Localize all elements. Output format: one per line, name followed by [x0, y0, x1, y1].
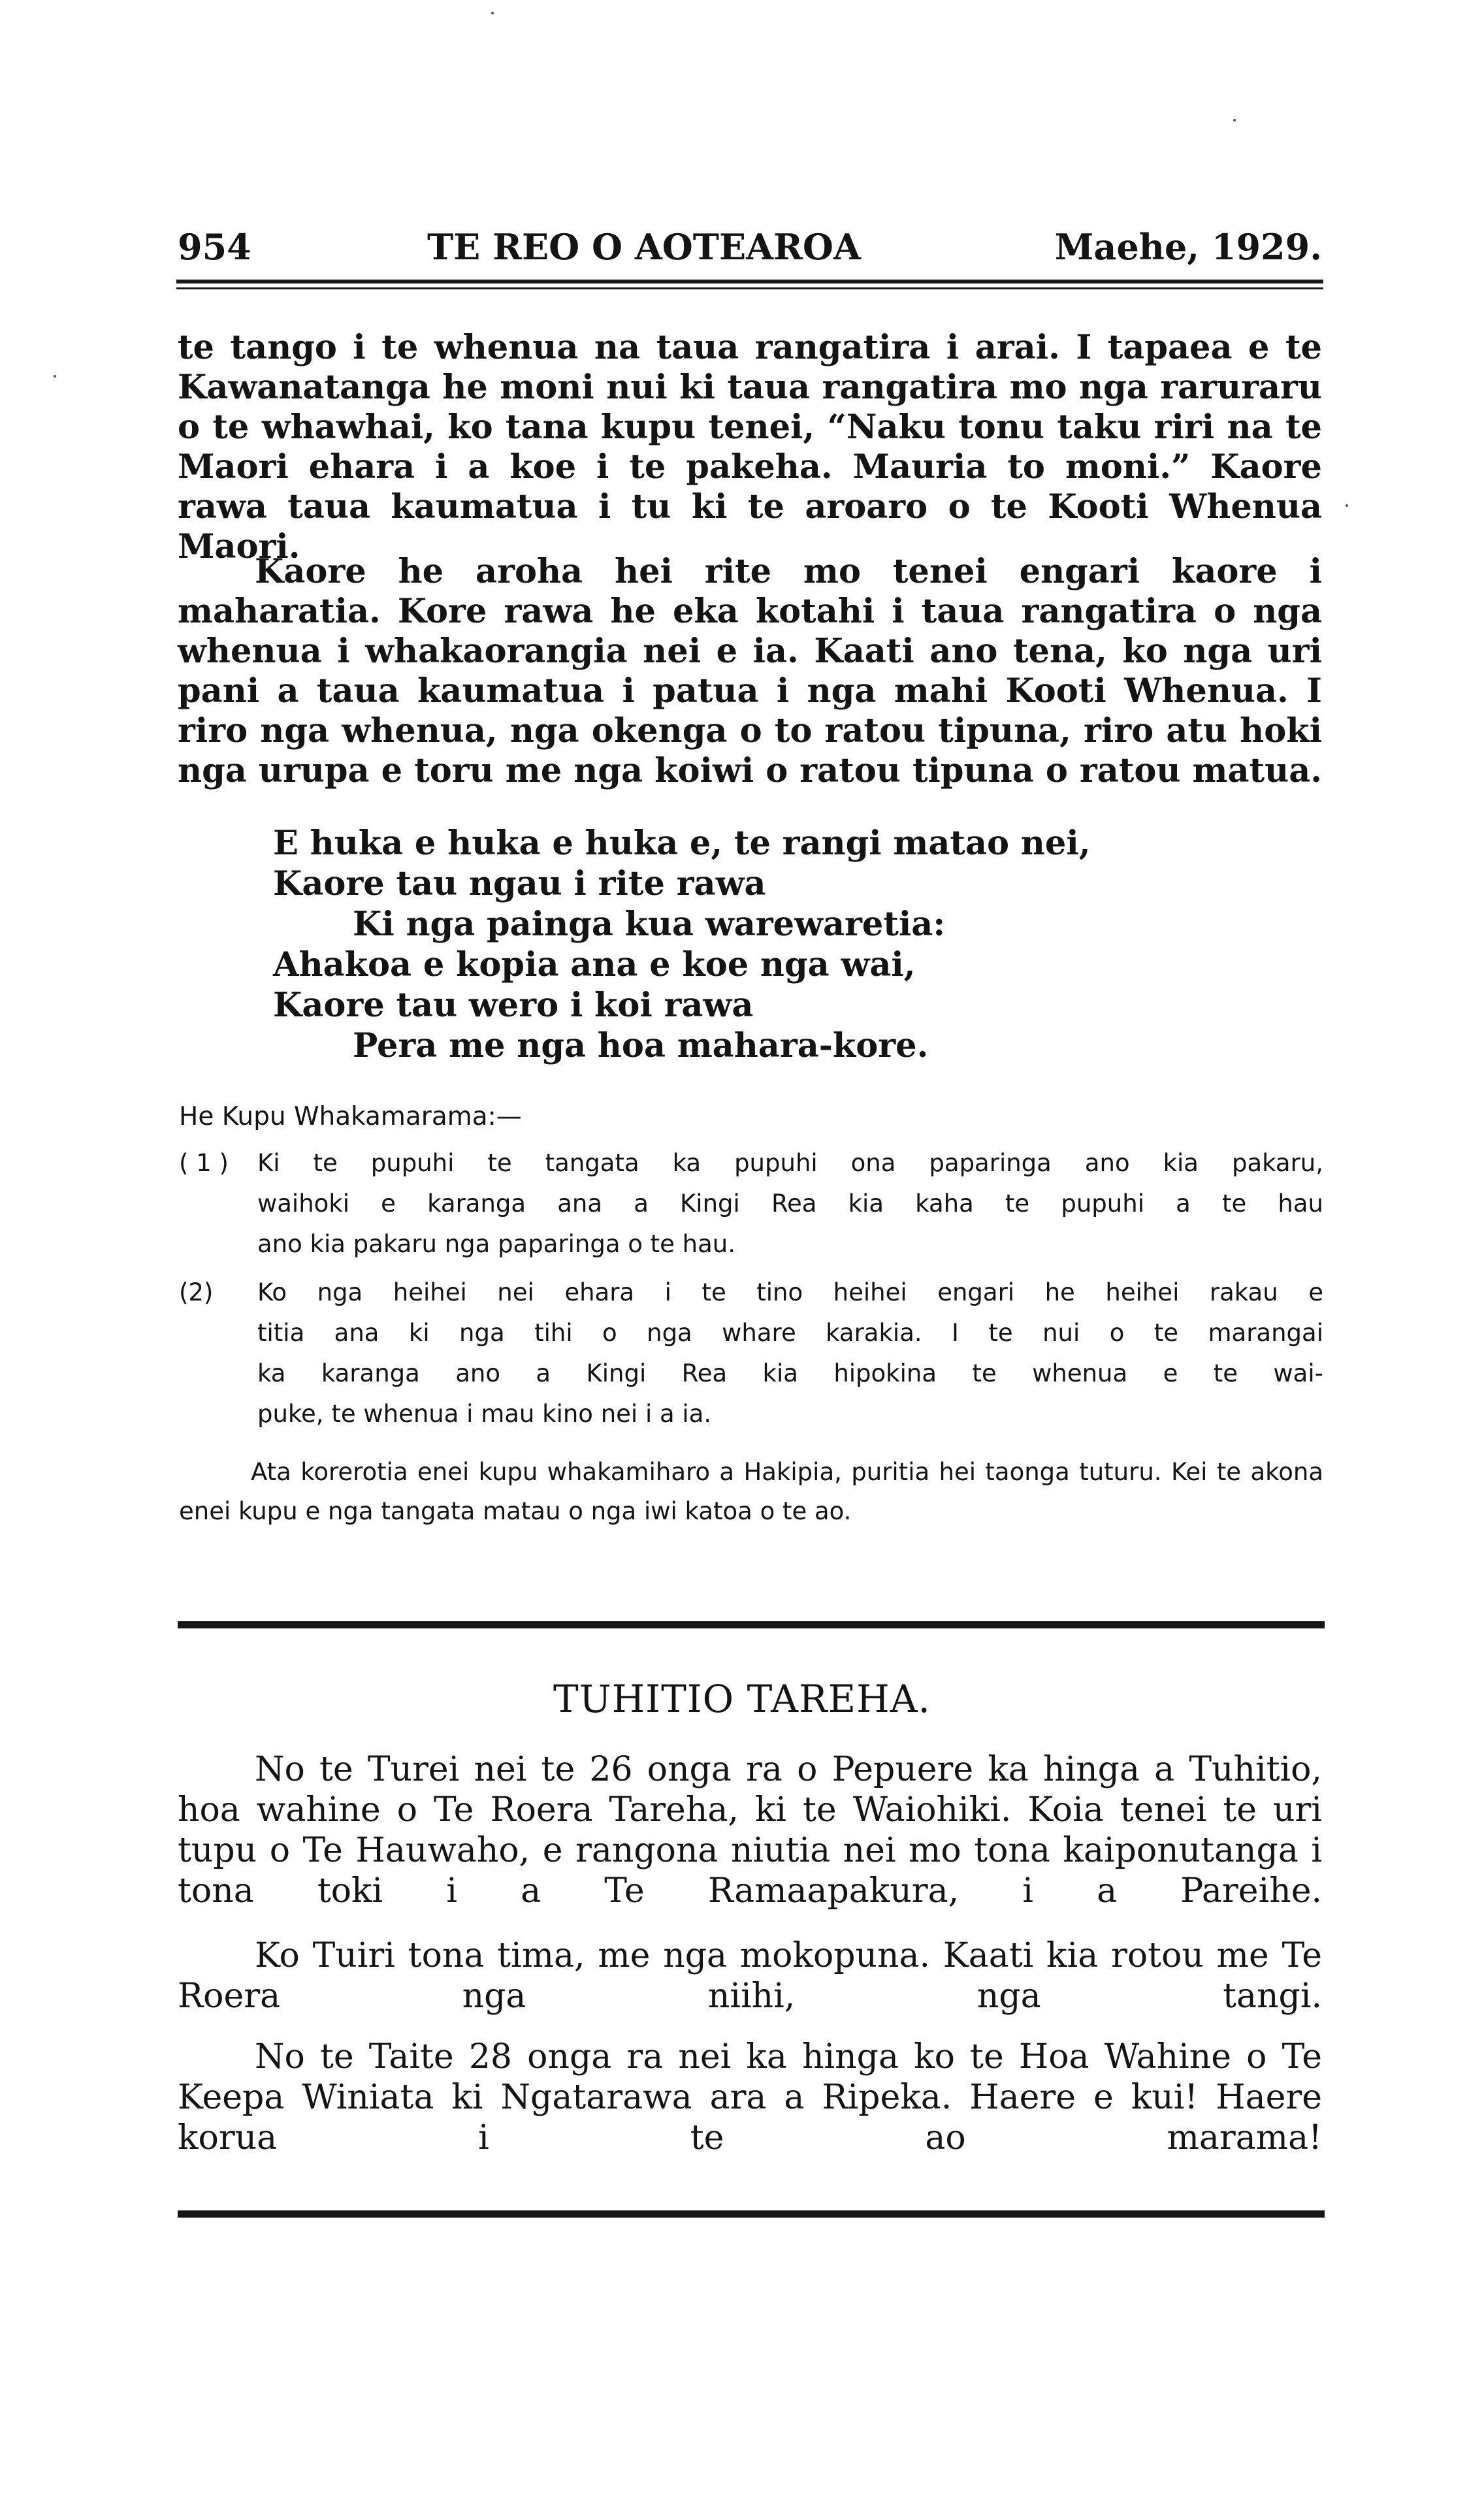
note-item — [179, 1272, 1323, 1434]
journal-title: TE REO O AOTEAROA — [427, 226, 861, 268]
note-line: Ki te pupuhi te tangata ka pupuhi ona paparinga ano kia pakaru, — [257, 1149, 1323, 1177]
header-rule-thick — [176, 280, 1323, 283]
note-line: ano kia pakaru nga paparinga o te hau. — [257, 1230, 736, 1258]
notes-heading: He Kupu Whakamarama:— — [179, 1102, 522, 1131]
article-paragraph: te tango i te whenua na taua rangatira i arai. I tapaea e te Kawanatanga he moni nui ki taua rangatira mo nga raruraru o te whawhai, ko tana kupu tenei, “Naku tonu taku riri na te Maori ehara i a koe i te pakeha. Mauria to moni.” Kaore rawa taua kaumatua i tu ki te aroaro o te Kooti Whenua Maori. — [178, 328, 1322, 566]
obituary-title: TUHITIO TAREHA. — [553, 1677, 931, 1721]
poem-line: Ki nga painga kua warewaretia: — [353, 905, 946, 944]
poem-line: Ahakoa e kopia ana e koe nga wai, — [273, 945, 916, 984]
paper-speck — [54, 375, 56, 378]
closing-note: Ata korerotia enei kupu whakamiharo a Hakipia, puritia hei taonga tuturu. Kei te akona enei kupu e nga tangata matau o nga iwi katoa o te ao. — [179, 1458, 1323, 1525]
article-body-2 — [178, 552, 1322, 791]
note-line: puke, te whenua i mau kino nei i a ia. — [257, 1400, 712, 1428]
poem-line: Kaore tau wero i koi rawa — [273, 986, 754, 1025]
poem-line: Kaore tau ngau i rite rawa — [273, 864, 766, 903]
note-item — [179, 1143, 1323, 1265]
note-marker: ( 1 ) — [179, 1149, 229, 1177]
obituary-paragraph: Ko Tuiri tona tima, me nga mokopuna. Kaati kia rotou me Te Roera nga niihi, nga tangi. — [178, 1936, 1322, 2016]
paper-speck — [1346, 504, 1348, 507]
obituary-paragraph: No te Turei nei te 26 onga ra o Pepuere ka hinga a Tuhitio, hoa wahine o Te Roera Tareha, ki te Waiohiki. Koia tenei te uri tupu o Te Hauwaho, e rangona niutia nei mo tona kaiponutanga i tona toki i a Te Ramaapakura, i a Pareihe. — [178, 1750, 1322, 1911]
poem-line: Pera me nga hoa mahara-kore. — [353, 1026, 929, 1065]
bottom-divider — [178, 2210, 1325, 2218]
note-line: ka karanga ano a Kingi Rea kia hipokina te whenua e te wai- — [257, 1359, 1323, 1387]
header-rule-thin — [176, 287, 1323, 289]
obituary-paragraph: No te Taite 28 onga ra nei ka hinga ko te Hoa Wahine o Te Keepa Winiata ki Ngatarawa ara a Ripeka. Haere e kui! Haere korua i te ao marama! — [178, 2037, 1322, 2158]
poem — [273, 823, 1091, 1066]
note-line: waihoki e karanga ana a Kingi Rea kia kaha te pupuhi a te hau — [257, 1189, 1323, 1218]
page-number: 954 — [178, 226, 251, 268]
section-divider — [178, 1621, 1325, 1628]
issue-date: Maehe, 1929. — [1054, 226, 1322, 268]
note-line: titia ana ki nga tihi o nga whare karakia. I te nui o te marangai — [257, 1319, 1323, 1347]
running-head — [178, 221, 1322, 273]
paper-speck — [1233, 119, 1236, 121]
article-body — [178, 328, 1322, 567]
paper-speck — [491, 12, 494, 14]
note-marker: (2) — [179, 1278, 214, 1306]
poem-line: E huka e huka e huka e, te rangi matao nei, — [273, 824, 1091, 863]
article-paragraph: Kaore he aroha hei rite mo tenei engari kaore i maharatia. Kore rawa he eka kotahi i taua rangatira o nga whenua i whakaorangia nei e ia. Kaati ano tena, ko nga uri pani a taua kaumatua i patua i nga mahi Kooti Whenua. I riro nga whenua, nga okenga o to ratou tipuna, riro atu hoki nga urupa e toru me nga koiwi o ratou tipuna o ratou matua. — [178, 552, 1322, 790]
note-line: Ko nga heihei nei ehara i te tino heihei engari he heihei rakau e — [257, 1278, 1323, 1306]
